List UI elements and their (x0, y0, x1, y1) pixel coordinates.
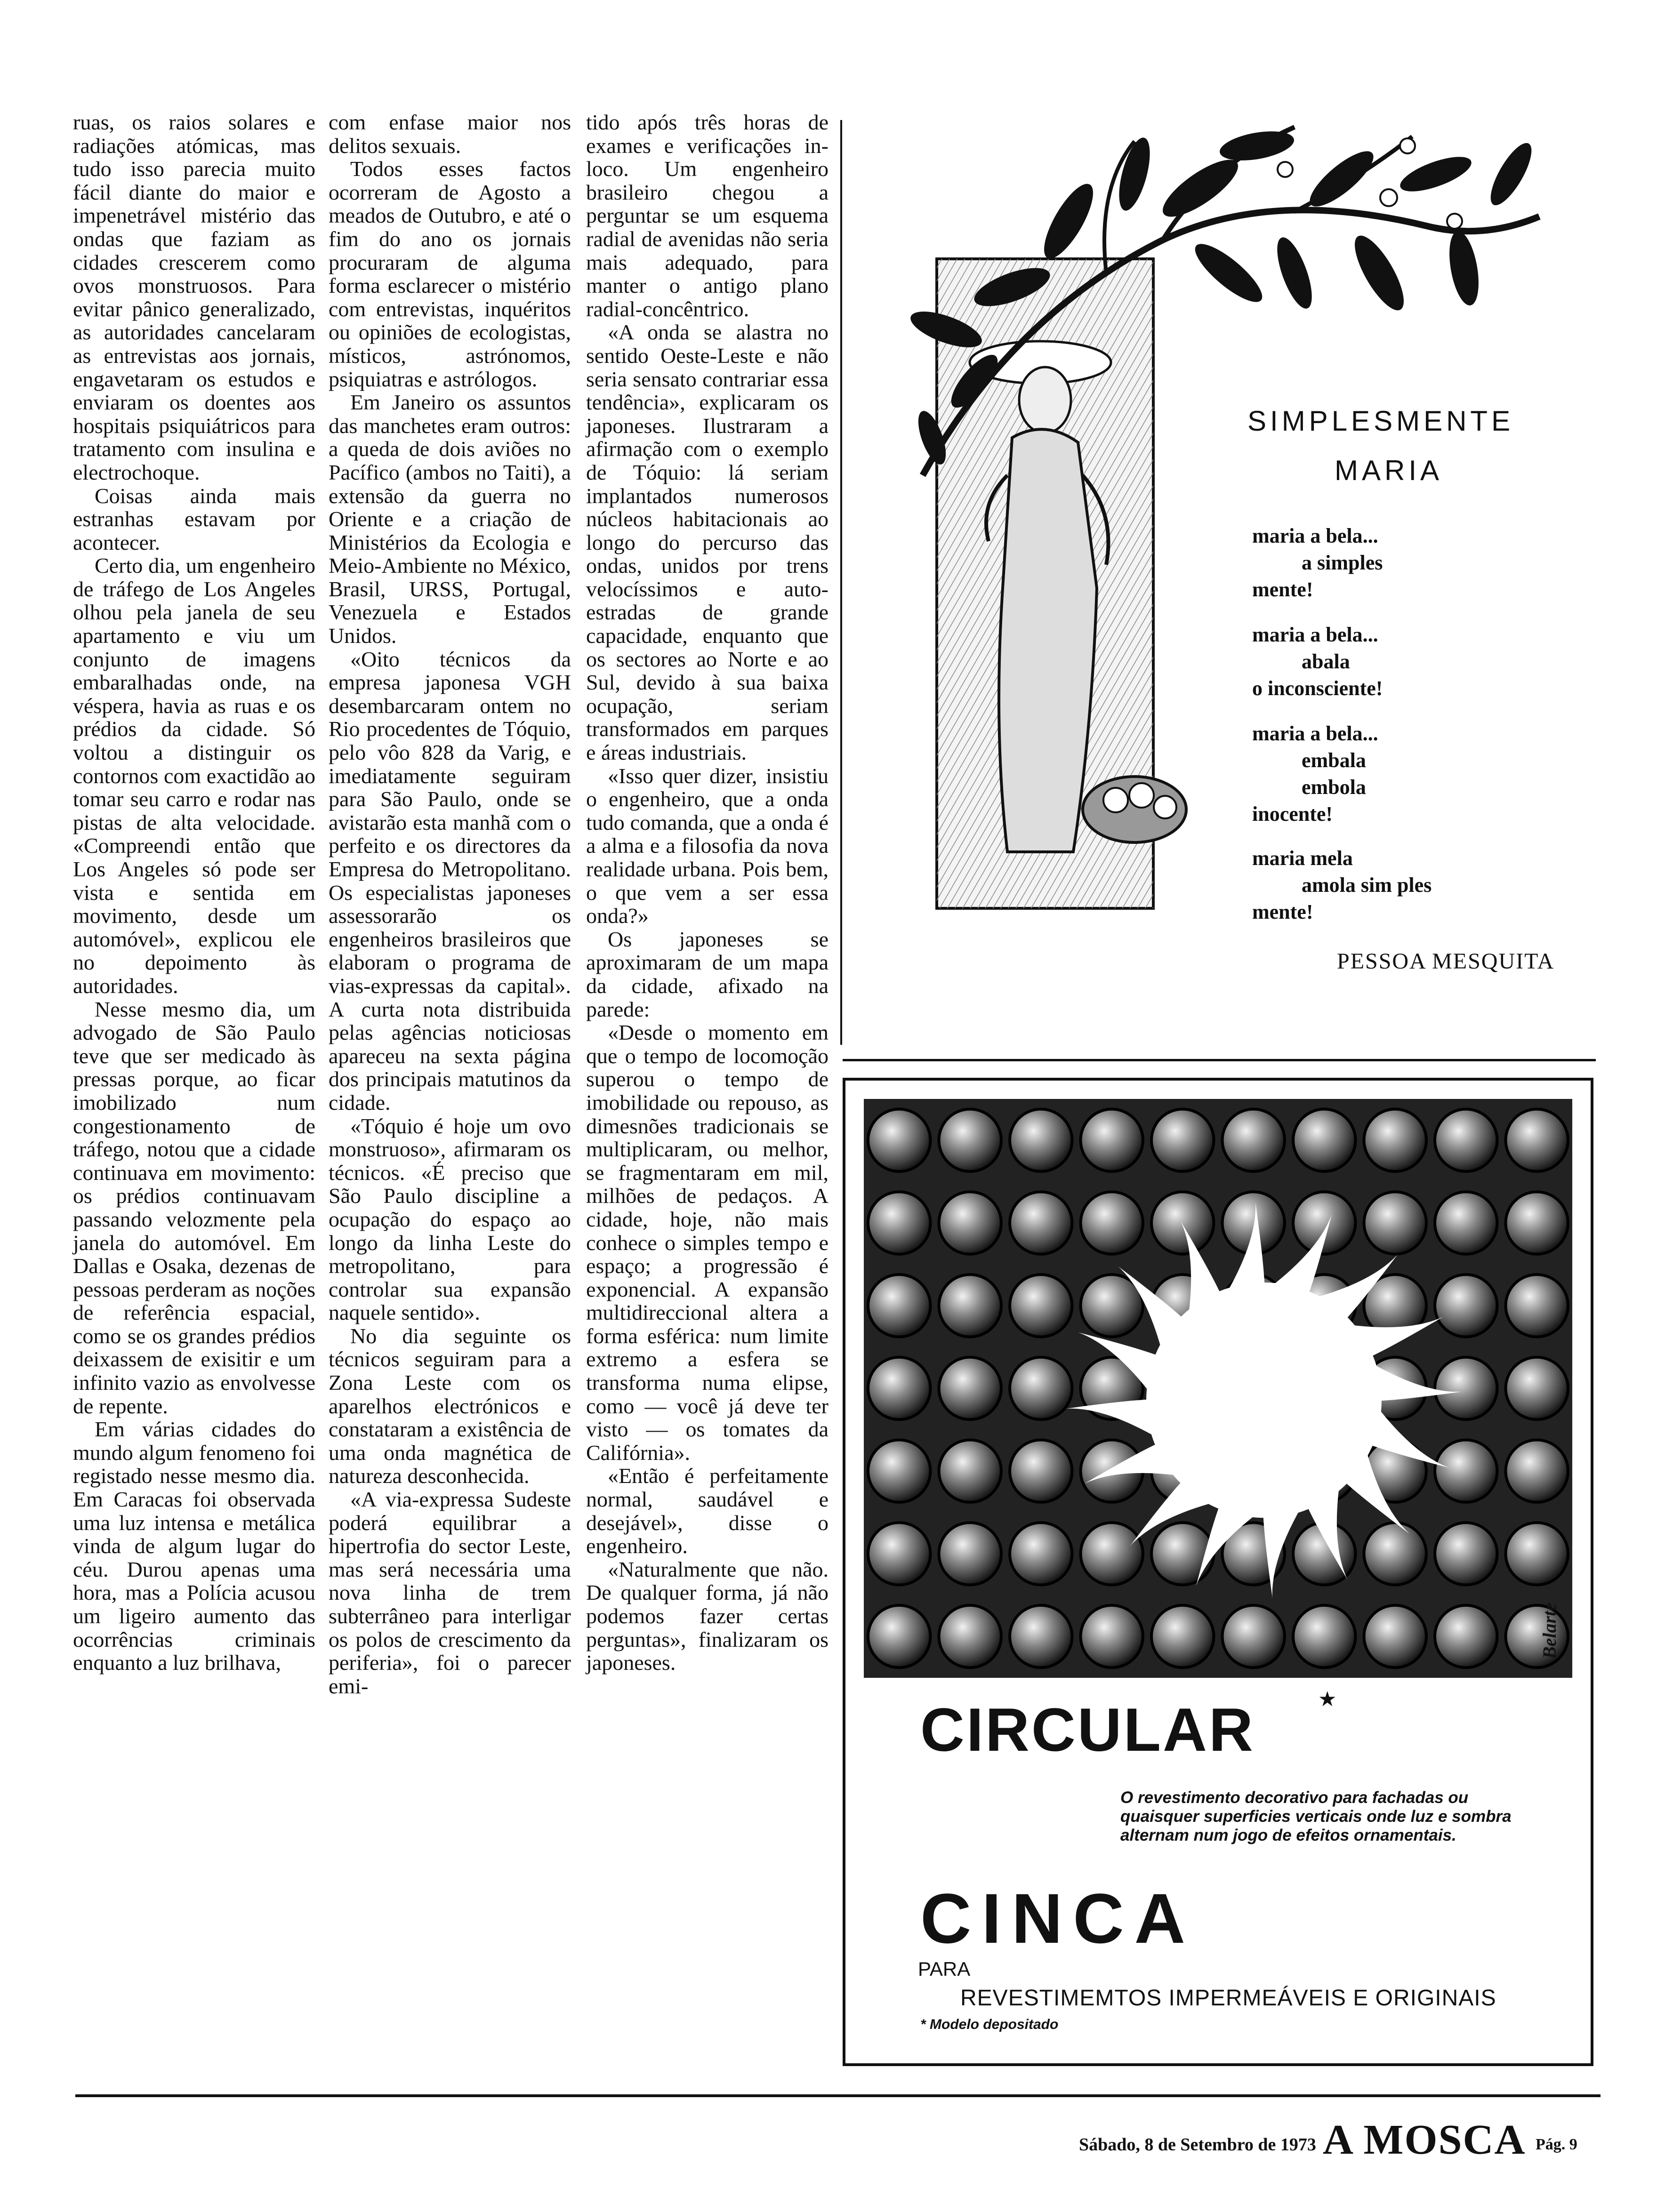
sphere-tile (1506, 1274, 1568, 1337)
sphere-tile (1435, 1357, 1497, 1419)
ad-description: O revestimento decorativo para fachadas ou quaisquer superficies verticais onde luz e sombra alternam num jogo de efeitos ornamentais. (1120, 1788, 1512, 1844)
ad-brand: CINCA (920, 1879, 1196, 1958)
sphere-tile (939, 1109, 1001, 1171)
poem-line: o inconsciente! (1252, 677, 1383, 700)
poem-line: maria a bela... (1252, 722, 1378, 745)
sphere-tile (1081, 1192, 1143, 1254)
sphere-tile (1506, 1357, 1568, 1419)
issue-date: Sábado, 8 de Setembro de 1973 (1079, 2135, 1316, 2155)
poem-line: inocente! (1252, 802, 1333, 825)
ad-para-label: PARA (918, 1958, 971, 1980)
sphere-tile (1151, 1605, 1214, 1667)
article-paragraph: «Oito técnicos da empresa japonesa VGH desembarcaram ontem no Rio procedentes de Tóquio, pelo vôo 828 da Varig, e imediatamente seguiram para São Paulo, onde se avistarão esta manhã com o perfeito e os directores da Empresa do Metropolitano. Os especialistas japoneses assessorarão os engenheiros brasileiros que elaboram o programa de vias-expressas da capital». A curta nota distribuida pelas agências noticiosas apareceu na sexta página dos principais matutinos da cidade. (329, 647, 571, 1114)
article-paragraph: «Naturalmente que não. De qualquer forma, já não podemos fazer certas perguntas», finalizaram os japoneses. (586, 1557, 828, 1675)
sphere-tile (868, 1192, 930, 1254)
sphere-tile (1364, 1192, 1426, 1254)
sphere-tile (939, 1357, 1001, 1419)
article-paragraph: «Isso quer dizer, insistiu o engenheiro, que a onda tudo comanda, que a onda é a alma e a filosofia da nova realidade urbana. Pois bem, o que vem a ser essa onda?» (586, 763, 828, 928)
article-paragraph: Certo dia, um engenheiro de tráfego de Los Angeles olhou pela janela de seu apartamento e viu um conjunto de imagens embaralhadas onde, na véspera, havia as ruas e os prédios da cidade. Só voltou a distinguir os contornos com exactidão ao tomar seu carro e rodar nas pistas de alta velocidade. «Compreendi então que Los Angeles só pode ser vista e sentida em movimento, desde um automóvel», explicou ele no depoimento às autoridades. (73, 553, 315, 998)
ad-credit: Belarte (1539, 1603, 1560, 1659)
poem-title-line-2: MARIA (1335, 455, 1443, 486)
article-paragraph: «Tóquio é hoje um ovo monstruoso», afirmaram os técnicos. «É preciso que São Paulo discipline a ocupação do espaço ao longo da linha Leste do metropolitano, para controlar sua expansão naquele sentido». (329, 1114, 571, 1325)
article-paragraph: No dia seguinte os técnicos seguiram para a Zona Leste com os aparelhos electrónicos e constataram a existência de uma onda magnética de natureza desconhecida. (329, 1323, 571, 1488)
article-paragraph: «Desde o momento em que o tempo de locomoção superou o tempo de imobilidade ou repouso, as dimesnões tradicionais se multiplicaram, ou melhor, se fragmentaram em mil, milhões de pedaços. A cidade, hoje, não mais conhece o simples tempo e espaço; a progressão é exponencial. A expansão multidireccional altera a forma esférica: num limite extremo a esfera se transforma numa elipse, como — você já deve ter visto — os tomates da Califórnia». (586, 1020, 828, 1465)
sphere-tile (1435, 1523, 1497, 1585)
ad-tagline: REVESTIMEMTOS IMPERMEÁVEIS E ORIGINAIS (960, 1986, 1496, 2011)
article-column-1 (73, 111, 315, 1675)
sphere-tile (1151, 1192, 1214, 1254)
sphere-tile (1435, 1440, 1497, 1502)
sphere-tile (868, 1274, 930, 1337)
sphere-tile (1010, 1605, 1072, 1667)
article-paragraph: com enfase maior nos delitos sexuais. (329, 110, 571, 158)
article-paragraph: Os japoneses se aproximaram de um mapa da cidade, afixado na parede: (586, 927, 828, 1021)
poem-stanza (1252, 845, 1432, 925)
sphere-tile (1151, 1109, 1214, 1171)
article-paragraph: «Então é perfeitamente normal, saudável e desejável», disse o engenheiro. (586, 1464, 828, 1558)
sphere-tile (1435, 1274, 1497, 1337)
sphere-tile (1506, 1109, 1568, 1171)
sphere-tile (1010, 1192, 1072, 1254)
sphere-tile (1293, 1605, 1355, 1667)
sphere-tile (1010, 1440, 1072, 1502)
poem-stanza (1252, 621, 1383, 702)
sphere-tile (1293, 1109, 1355, 1171)
sphere-tile (1010, 1109, 1072, 1171)
sphere-tile (1010, 1357, 1072, 1419)
column-divider (840, 120, 842, 1045)
ad-headline-mark: ★ (1318, 1688, 1337, 1711)
poem-line: mente! (1252, 900, 1313, 923)
article-paragraph: Coisas ainda mais estranhas estavam por acontecer. (73, 483, 315, 554)
sphere-tile (1506, 1440, 1568, 1502)
poem-stanza (1252, 720, 1378, 827)
sphere-tile-photo (864, 1099, 1572, 1678)
article-column-3 (586, 111, 828, 1675)
article-paragraph: tido após três horas de exames e verificações in-loco. Um engenheiro brasileiro chegou a perguntar se um esquema radial de avenidas não seria mais adequado, para manter o antigo plano radial-concêntrico. (586, 110, 828, 321)
sphere-tile (939, 1274, 1001, 1337)
sphere-tile (1010, 1523, 1072, 1585)
poem-line: embala (1302, 749, 1366, 772)
sphere-tile (1223, 1109, 1285, 1171)
sphere-tile (1506, 1523, 1568, 1585)
sphere-tile (1364, 1109, 1426, 1171)
sphere-tile (868, 1109, 930, 1171)
sphere-tile (868, 1605, 930, 1667)
poem-line: embola (1302, 776, 1366, 799)
sphere-tile (1506, 1192, 1568, 1254)
poem-title-line-1: SIMPLESMENTE (1247, 405, 1514, 437)
sphere-tile (868, 1440, 930, 1502)
article-paragraph: Nesse mesmo dia, um advogado de São Paulo teve que ser medicado às pressas porque, ao ficar imobilizado num congestionamento de tráfego, notou que a cidade continuava em movimento: os prédios continuavam passando velozmente pela janela do automóvel. Em Dallas e Osaka, dezenas de pessoas perderam as noções de referência espacial, como se os grandes prédios deixassem de exisitir e um infinito vazio as envolvesse de repente. (73, 997, 315, 1418)
sphere-tile (1364, 1523, 1426, 1585)
footer-rule (75, 2094, 1601, 2097)
poem-line: maria a bela... (1252, 623, 1378, 646)
poem-line: maria a bela... (1252, 524, 1378, 547)
poem-line: mente! (1252, 578, 1313, 601)
sphere-tile (939, 1523, 1001, 1585)
sphere-tile (1435, 1192, 1497, 1254)
poem-stanza (1252, 522, 1383, 603)
sphere-tile (1081, 1605, 1143, 1667)
poem-line: abala (1302, 650, 1350, 673)
sphere-tile (939, 1440, 1001, 1502)
sphere-tile (868, 1523, 930, 1585)
sphere-tile (1435, 1605, 1497, 1667)
ad-headline: CIRCULAR (920, 1695, 1255, 1764)
sphere-tile (1223, 1605, 1285, 1667)
sphere-tile (868, 1357, 930, 1419)
woman-with-branch-illustration (871, 118, 1544, 918)
poem-line: amola sim ples (1302, 874, 1432, 897)
publication-masthead: A MOSCA (1323, 2116, 1526, 2163)
sphere-tile (1435, 1109, 1497, 1171)
page-number: Pág. 9 (1536, 2136, 1577, 2153)
article-paragraph: Em Janeiro os assuntos das manchetes eram outros: a queda de dois aviões no Pacífico (ambos no Taiti), a extensão da guerra no Oriente e a criação de Ministérios da Ecologia e Meio-Ambiente no México, Brasil, URSS, Portugal, Venezuela e Estados Unidos. (329, 390, 571, 648)
article-paragraph: «A onda se alastra no sentido Oeste-Leste e não seria sensato contrariar essa tendência», explicaram os japoneses. Ilustraram a afirmação com o exemplo de Tóquio: lá seriam implantados numerosos núcleos habitacionais ao longo do percurso das ondas, unidos por trens velocíssimos e auto-estradas de grande capacidade, enquanto que os sectores ao Norte e ao Sul, devido à sua baixa ocupação, seriam transformados em parques e áreas industriais. (586, 320, 828, 765)
poem-line: a simples (1302, 551, 1383, 574)
sphere-tile (1151, 1523, 1214, 1585)
sphere-tile (939, 1605, 1001, 1667)
sphere-tile (1081, 1523, 1143, 1585)
sphere-tile (1081, 1109, 1143, 1171)
sphere-tile (939, 1192, 1001, 1254)
article-paragraph: Em várias cidades do mundo algum fenomeno foi registado nesse mesmo dia. Em Caracas foi observada uma luz intensa e metálica vinda de algum lugar do céu. Durou apenas uma hora, mas a Polícia acusou um ligeiro aumento das ocorrências criminais enquanto a luz brilhava, (73, 1417, 315, 1675)
section-divider (843, 1059, 1596, 1061)
sphere-tile (1010, 1274, 1072, 1337)
ad-footnote: * Modelo depositado (920, 2017, 1059, 2032)
poem-line: maria mela (1252, 847, 1353, 870)
article-column-2 (329, 111, 571, 1698)
article-paragraph: Todos esses factos ocorreram de Agosto a meados de Outubro, e até o fim do ano os jornais procuraram de alguma forma esclarecer o mistério com entrevistas, inquéritos ou opiniões de ecologistas, místicos, astrónomos, psiquiatras e astrólogos. (329, 157, 571, 391)
poem-author: PESSOA MESQUITA (1337, 949, 1555, 974)
sphere-tile (1364, 1605, 1426, 1667)
article-paragraph: ruas, os raios solares e radiações atómicas, mas tudo isso parecia muito fácil diante do maior e impenetrável mistério das ondas que faziam as cidades crescerem como ovos monstruosos. Para evitar pânico generalizado, as autoridades cancelaram as entrevistas aos jornais, engavetaram os estudos e enviaram os doentes aos hospitais psiquiátricos para tratamento com insulina e electrochoque. (73, 110, 315, 484)
sphere-tile (1293, 1192, 1355, 1254)
article-paragraph: «A via-expressa Sudeste poderá equilibrar a hipertrofia do sector Leste, mas será necessária uma nova linha de trem subterrâneo para interligar os polos de crescimento da periferia», foi o parecer emi- (329, 1487, 571, 1698)
